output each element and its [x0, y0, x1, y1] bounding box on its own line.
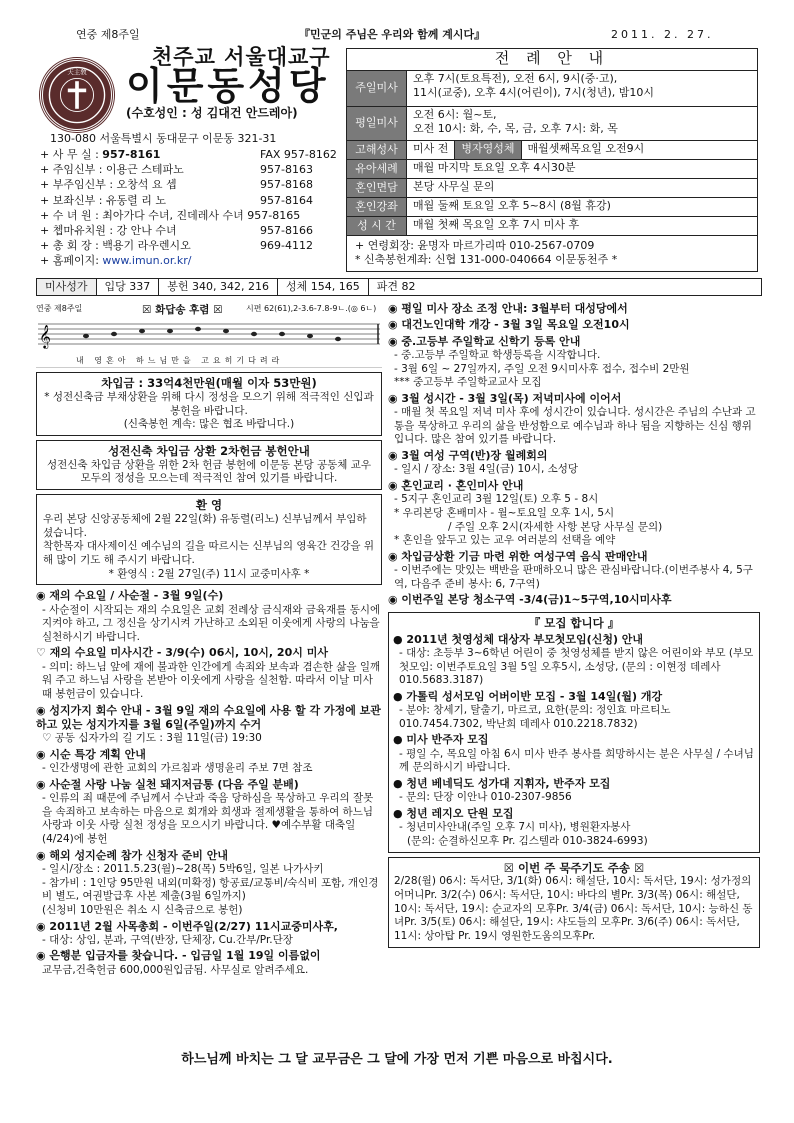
music-staff-icon — [36, 318, 382, 352]
label-confession: 고해성사 — [347, 141, 407, 159]
hymn-recessional: 파견 82 — [376, 280, 416, 293]
schedule-title: 전 례 안 내 — [347, 49, 757, 71]
psalm-score: 연중 제8주일 ☒ 화답송 후렴 ☒ 시편 62(61),2-3.6-7.8-9ㄴ.(◎ 6ㄴ) 𝄞 내 영혼아 하느님만을 고요히기다려라 — [36, 300, 382, 368]
seal-icon — [43, 61, 111, 129]
sunday-mass-times: 오후 7시(토요특전), 오전 6시, 9시(중·고), 11시(교중), 오후 4시(어린이), 7시(청년), 밤10시 — [413, 72, 654, 100]
recruit-bible-study: ● 가톨릭 성서모임 어버이반 모집 - 3월 14일(월) 개강 - 분야: 창세기, 탈출기, 마르코, 요한(문의: 정인효 마르티노 010.7454.7302, 박난희 데레사 010.2218.7832) — [393, 689, 671, 730]
rosary-title: ☒ 이번 주 묵주기도 주송 ☒ — [503, 860, 645, 875]
marriage-lecture-time: 매월 둘째 토요일 오후 5~8시 (8월 휴강) — [413, 199, 611, 212]
schedule-contacts: + 연령회장: 윤명자 마르가리따 010-2567-0709 * 신축봉헌계좌: 신협 131-000-040664 이문동천주 * — [355, 239, 618, 267]
issue-date: 2011. 2. 27. — [611, 28, 714, 41]
notice-senior-college: ◉ 대건노인대학 개강 - 3월 3일 목요일 오전10시 — [388, 318, 630, 332]
recruit-legio: ● 청년 레지오 단원 모집 - 청년미사안내(주일 오후 7시 미사), 병원환자봉사 (문의: 순결하신모후 Pr. 김스텔라 010-3824-6993) — [393, 806, 648, 847]
psalm-title: ☒ 화답송 후렴 ☒ — [142, 304, 223, 316]
hymn-offertory: 봉헌 340, 342, 216 — [159, 279, 278, 295]
weekday-mass-times: 오전 6시: 월~토, 오전 10시: 화, 수, 목, 금, 오후 7시: 화, 목 — [413, 108, 618, 136]
label-infant-baptism: 유아세례 — [347, 160, 407, 178]
second-collection-box: 성전신축 차입금 상환 2차헌금 봉헌안내 성전신축 차입금 상환을 위한 2차 헌금 봉헌에 이문동 본당 공동체 교우 모두의 정성을 모으는데 적극적인 참여 있기를 바랍니다. — [36, 440, 382, 490]
contact-row: + 수 녀 원 : 최아가다 수녀, 진데레사 수녀 957-8165 — [40, 208, 301, 222]
contact-row: + 총 회 장 : 백용기 라우렌시오 969-4112 — [40, 239, 313, 253]
label-weekday-mass: 평일미사 — [347, 107, 407, 140]
marriage-interview-info: 본당 사무실 문의 — [413, 180, 495, 193]
top-bar — [36, 28, 760, 46]
patron-saint: (수호성인 : 성 김대건 안드레아) — [126, 106, 298, 120]
hymn-communion: 성체 154, 165 — [278, 279, 369, 295]
right-column — [388, 300, 760, 948]
label-sunday-mass: 주일미사 — [347, 71, 407, 106]
notice-women-meeting: ◉ 3월 여성 구역(반)장 월례회의 - 일시 / 장소: 3월 4일(금) 10시, 소성당 — [388, 449, 579, 476]
contact-row: + 주임신부 : 이용근 스테파노 957-8163 — [40, 163, 313, 177]
homepage-link[interactable]: www.imun.or.kr/ — [102, 254, 192, 268]
label-marriage-interview: 혼인면담 — [347, 179, 407, 197]
contact-row: + 보좌신부 : 유동렬 리 노 957-8164 — [40, 193, 313, 207]
liturgy-schedule — [346, 48, 758, 272]
contact-row: + 부주임신부 : 오창석 요 셉 957-8168 — [40, 178, 313, 192]
footer-message: 하느님께 바치는 그 달 교무금은 그 달에 가장 먼저 기쁜 마음으로 바칩시다. — [181, 1052, 613, 1067]
notice-marriage: ◉ 혼인교리 · 혼인미사 안내 - 5지구 혼인교리 3월 12일(토) 오후 5 - 8시 * 우리본당 혼배미사 - 월~토요일 오후 1시, 5시 / 주일 오후 2시(자세한 사항 본당 사무실 문의) * 혼인을 앞두고 있는 교우 여러분의 선택을 예약 — [388, 478, 663, 547]
notice-palm-branches: ◉ 성지가지 회수 안내 - 3월 9일 재의 수요일에 사용 할 각 가정에 보관하고 있는 성지가지를 3월 6일(주일)까지 수거 ♡ 공동 십자가의 길 기도 : 3월 11일(금) 19:30 — [36, 703, 381, 745]
notice-weekday-mass-venue: ◉ 평일 미사 장소 조정 안내: 3월부터 대성당에서 — [388, 302, 628, 315]
confession-time: 미사 전 — [407, 141, 455, 159]
loan-box: 차입금 : 33억4천만원(매월 이자 53만원) * 성전신축금 부채상환을 위해 다시 정성을 모으기 위해 적극적인 신입과 봉헌을 바랍니다. (신축봉헌 계속: 많은 협조 바랍니다.) — [36, 372, 382, 436]
contact-row: + 홈페이지: www.imun.or.kr/ — [40, 254, 192, 268]
contact-row: + 사 무 실 : 957-8161 FAX 957-8162 — [40, 148, 337, 161]
recruitment-box — [388, 612, 760, 853]
psalm-lyrics: 내 영혼아 하느님만을 고요히기다려라 — [76, 356, 284, 365]
notice-cleaning: ◉ 이번주일 본당 청소구역 -3/4(금)1~5구역,10시미사후 — [388, 593, 672, 607]
recruitment-title: 『 모집 합니다 』 — [528, 615, 620, 630]
notice-lent-lecture: ◉ 시순 특강 계획 안내 - 인간생명에 관한 교회의 가르침과 생명윤리 주보 7면 참조 — [36, 747, 313, 775]
rosary-schedule: 2/28(월) 06시: 독서단, 3/1(화) 06시: 해설단, 10시: 독서단, 19시: 성가정의 어머니Pr. 3/2(수) 06시: 독서단, 10시: 바다의 별Pr. 3/3(목) 06시: 해설단, 10시: 독서단, 19시: 순교자의 모후Pr. 3/4(금) 06시: 독서단, 10시: 능하신 동녀Pr. 3/5(토) 06시: 해설단, 19시: 샤도들의 모후Pr. 3/6(주) 06시: 독서단, 11시: 상아탑 Pr. 19시 영원한도움의모후Pr. — [394, 875, 753, 943]
contact-row: + 쳅마유치원 : 강 안나 수녀 957-8166 — [40, 223, 313, 237]
notice-ash-wednesday: ◉ 재의 수요일 / 사순절 - 3월 9일(수) - 사순절이 시작되는 재의 수요일은 교회 전례상 금식재와 금육재를 동시에 지켜야 하고, 그 정신을 상기시켜 가난하고 소외된 이웃에게 사랑의 나눔을 실천하시기 바랍니다. — [36, 589, 381, 643]
seal-logo-text: 天主敎 — [67, 67, 87, 76]
label-holy-hour: 성 시 간 — [347, 217, 407, 235]
motto: 『민군의 주님은 우리와 함께 계시다』 — [299, 28, 486, 41]
recruit-choir: ● 청년 베네딕도 성가대 지휘자, 반주자 모집 - 문의: 단장 이안나 010-2307-9856 — [393, 777, 611, 804]
recruit-accompanist: ● 미사 반주자 모집 - 평일 수, 목요일 아침 6시 미사 반주 봉사를 희망하시는 분은 사무실 / 수녀님께 문의하시기 바랍니다. — [393, 733, 754, 774]
archdiocese: 천주교 서울대교구 — [152, 45, 331, 69]
notice-ash-mass-times: ♡ 재의 수요일 미사시간 - 3/9(수) 06시, 10시, 20시 미사 - 의미: 하느님 앞에 재에 불과한 인간에게 속죄와 보속과 겸손한 삶을 일깨워 주고 하느님 사랑을 본받아 이웃에게 사랑을 실천함. 따라서 이날 미사 때 봉헌금이 있습니다. — [36, 646, 381, 701]
notice-piggy-bank: ◉ 사순절 사랑 나눔 실천 돼지저금통 (다음 주일 분배) - 인류의 죄 때문에 주님께서 수난과 죽음 당하심을 묵상하고 우리의 잘못을 속죄하고 보속하는 마음으로 회개와 희생과 절제생활을 통하여 하느님 사랑과 이웃 사랑 실천 정성을 모으시기 바랍니다. ♥예수부활 대축일(4/24)에 봉헌 — [36, 777, 374, 846]
contact-list — [40, 148, 340, 270]
notice-holy-hour: ◉ 3월 성시간 - 3월 3일(목) 저녁미사에 이어서 - 매월 첫 목요일 저녁 미사 후에 성시간이 있습니다. 성시간은 주님의 수난과 고통을 묵상하고 우리의 삶을 반성함으로 예수님과 하나 됨을 지향하는 신심 행위입니다. 많은 참여 있기를 바랍니다. — [388, 391, 756, 446]
parish-seal — [40, 58, 114, 132]
hymn-entrance: 입당 337 — [97, 279, 160, 295]
notice-food-sale: ◉ 차입금상환 기금 마련 위한 여성구역 음식 판매안내 - 이번주에는 맛있는 백반을 판매하오니 많은 관심바랍니다.(이번주봉사 4, 5구역, 다음주 준비 봉사: 6, 7구역) — [388, 549, 753, 590]
holy-hour-time: 매월 첫째 목요일 오후 7시 미사 후 — [413, 218, 580, 231]
left-column — [36, 300, 382, 977]
hymn-numbers — [36, 278, 762, 296]
liturgical-day: 연중 제8주일 — [76, 28, 140, 41]
notice-unknown-depositor: ◉ 은행분 입금자를 찾습니다. - 입금일 1월 19일 이름없이 교무금,건축헌금 600,000원입금됨. 사무실로 알려주세요. — [36, 949, 321, 976]
label-sick-communion: 병자영성체 — [455, 141, 521, 159]
parish-name: 이문동성당 — [126, 64, 330, 108]
hymn-label: 미사성가 — [37, 279, 97, 295]
welcome-box: 환 영 우리 본당 신앙공동체에 2월 22일(화) 유동렬(리노) 신부님께서 부임하셨습니다. 착한목자 대사제이신 예수님의 길을 따르시는 신부님의 영육간 건강을 위해 많이 기도 해 주시기 바랍니다. * 환영식 : 2월 27일(주) 11시 교중미사후 * — [36, 494, 382, 585]
notice-pastoral-assembly: ◉ 2011년 2월 사목총회 - 이번주일(2/27) 11시교중미사후, - 대상: 상임, 분과, 구역(반장, 단체장, Cu.간부/Pr.단장 — [36, 919, 338, 946]
svg-text:𝄞: 𝄞 — [39, 324, 51, 348]
recruit-first-communion: ● 2011년 첫영성체 대상자 부모첫모임(신청) 안내 - 대상: 초등부 3~6학년 어린이 중 첫영성체를 받지 않은 어린이와 부모 (부모첫모임: 이번주토요일 3월 5일 오후5시, 소성당, (문의 : 이현정 데레사 010.5683.3187) — [393, 632, 754, 687]
notice-youth-school: ◉ 중.고등부 주일학교 신학기 등록 안내 - 중.고등부 주일학교 학생등록을 시작합니다. - 3월 6일 ~ 27일까지, 주일 오전 9시미사후 접수, 접수비 2만원 *** 중고등부 주일학교교사 모집 — [388, 334, 690, 389]
address: 130-080 서울특별시 동대문구 이문동 321-31 — [50, 132, 277, 145]
sick-communion-time: 매월셋째목요일 오전9시 — [527, 142, 645, 155]
infant-baptism-time: 매월 마지막 토요일 오후 4시30분 — [413, 161, 576, 174]
rosary-box — [388, 857, 760, 948]
notice-pilgrimage: ◉ 해외 성지순례 참가 신청자 준비 안내 - 일시/장소 : 2011.5.23(월)~28(목) 5박6일, 일본 나가사키 - 참가비 : 1인당 95만원 내외(미확정) 항공료/교통비/숙식비 포함, 개인경비 별도, 여권발급후 사본 제출(3월 6일까지) (신청비 10만원은 취소 시 신축금으로 봉헌) — [36, 848, 379, 916]
label-marriage-lecture: 혼인강좌 — [347, 198, 407, 216]
